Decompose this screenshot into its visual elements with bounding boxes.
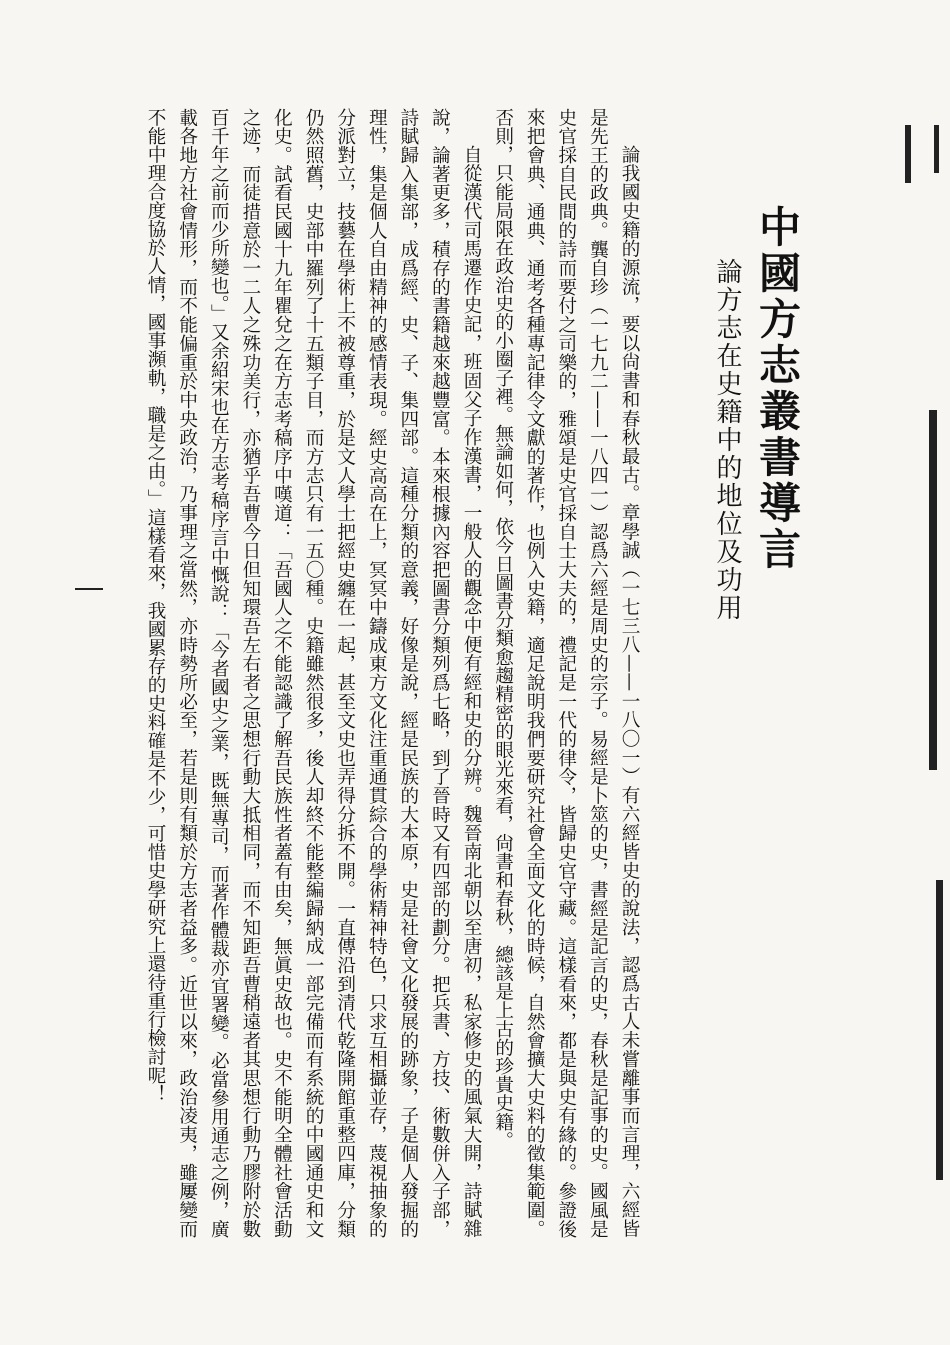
scan-edge-mark bbox=[934, 125, 939, 173]
document-subtitle: 論方志在史籍中的地位及功用 bbox=[712, 258, 742, 622]
page-number-dash bbox=[75, 588, 103, 590]
document-title: 中國方志叢書導言 bbox=[753, 205, 802, 573]
paragraph: 自從漢代司馬遷作史記，班固父子作漢書，一般人的觀念中便有經和史的分辨。魏晉南北朝以至唐初，私家修史的風氣大開，詩賦雜說，論著更多，積存的書籍越來越豐富。本來根據內容把圖書分類列爲七略，到了晉時又有四部的劃分。把兵書、方技、術數併入子部，詩賦歸入集部，成爲經、史、子、集四部。這種分類的意義，好像是說，經是民族的大本原，史是社會文化發展的跡象，子是個人發掘的理性，集是個人自由精神的感情表現。經史高高在上，冥冥中鑄成東方文化注重通貫綜合的學術精神特色，只求互相攝並存，蔑視抽象的分派對立，技藝在學術上不被尊重，於是文人學士把經史纏在一起，甚至文史也弄得分拆不開。一直傳沿到清代乾隆開館重整四庫，分類仍然照舊，史部中羅列了十五類子目，而方志只有一五〇種。史籍雖然很多，後人却終不能整編歸納成一部完備而有系統的中國通史和文化史。試看民國十九年瞿兌之在方志考稿序中嘆道：「吾國人之不能認識了解吾民族性者蓋有由矣，無眞史故也。史不能明全體社會活動之迹，而徒措意於一二人之殊功美行，亦猶乎吾曹今日但知環吾左右者之思想行動大抵相同，而不知距吾曹稍遠者其思想行動乃膠附於數百千年之前而少所變也。」又余紹宋也在方志考稿序言中慨說：「今者國史之業，既無專司，而著作體裁亦宜署變。必當參用通志之例，廣載各地方社會情形，而不能偏重於中央政治，乃事理之當然，亦時勢所必至，若是則有類於方志者益多。近世以來，政治凌夷，雖屢變而不能中理合度協於人情，國事瀕軌，職是之由。」這樣看來，我國累存的史料確是不少，可惜史學研究上還待重行檢討呢！ bbox=[145, 108, 483, 1238]
scan-edge-mark bbox=[905, 125, 911, 183]
scan-edge-mark bbox=[936, 880, 943, 1180]
body-text bbox=[100, 108, 645, 1238]
scan-edge-mark bbox=[929, 410, 937, 770]
paragraph: 論我國史籍的源流，要以尙書和春秋最古。章學誠（一七三八——一八〇一）有六經皆史的說法，認爲古人未嘗離事而言理，六經皆是先王的政典。龔自珍（一七九二——一八四一）認爲六經是周史的宗子。易經是卜筮的史，書經是記言的史，春秋是記事的史。國風是史官採自民間的詩而要付之司樂的，雅頌是史官採自士大夫的，禮記是一代的律令，皆歸史官守藏。這樣看來，都是與史有緣的。參證後來把會典、通典、通考各種專記律令文獻的著作，也例入史籍，適足說明我們要研究社會全面文化的時候，自然會擴大史料的徵集範圍。否則，只能局限在政治史的小圈子裡。無論如何，依今日圖書分類愈趨精密的眼光來看，尙書和春秋，總該是上古的珍貴史籍。 bbox=[492, 108, 640, 1238]
